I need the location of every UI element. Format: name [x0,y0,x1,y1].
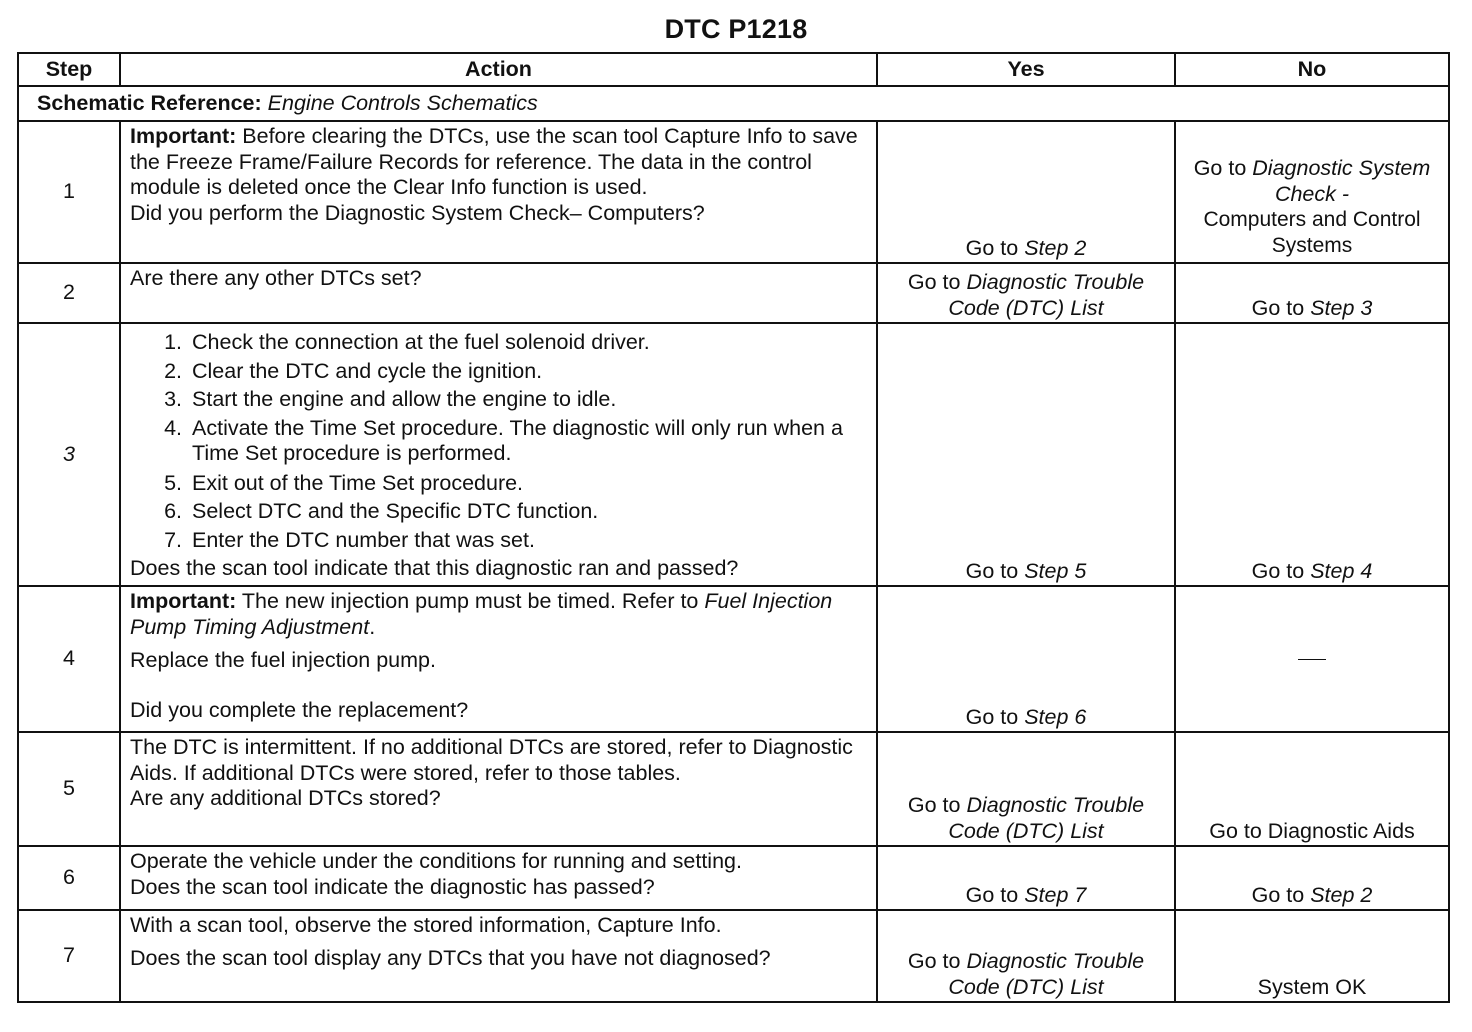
go-to-text: Go to [965,882,1019,907]
important-text: The new injection pump must be timed. Refer to [241,589,699,613]
yes-target-link[interactable]: Diagnostic Trouble Code (DTC) List [948,793,1145,843]
no-target-link[interactable]: Step 3 [1310,295,1373,320]
table-row [18,263,1449,323]
no-cell [1175,121,1449,263]
go-to-text: Go to [1251,558,1305,583]
go-to-text: Go to [907,793,961,817]
procedure-list [130,328,867,554]
go-to-text: Go to [907,270,961,294]
spacer [130,674,867,698]
important-note [130,124,858,199]
yes-cell [877,910,1175,1002]
question-text: Did you perform the Diagnostic System Check– Computers? [130,200,705,225]
table-row [18,586,1449,732]
step-number: 2 [18,263,120,323]
important-reference: Fuel Injection Pump Timing Adjustment [130,589,833,639]
list-item: 1. Check the connection at the fuel solenoid driver. [188,328,867,357]
action-text: With a scan tool, observe the stored information, Capture Info. [130,913,722,937]
table-row [18,910,1449,1002]
step-number: 4 [18,586,120,732]
yes-target-link[interactable]: Step 6 [1024,704,1087,729]
action-cell [120,586,877,732]
action-cell [120,323,877,586]
important-label: Important: [130,124,237,148]
yes-cell [877,121,1175,263]
action-text: Operate the vehicle under the conditions for running and setting. [130,849,742,873]
schematic-label: Schematic Reference: [37,90,262,115]
table-row [18,846,1449,910]
no-target-rest: Computers and Control Systems [1203,208,1421,257]
step-number: 5 [18,732,120,846]
schematic-reference [18,86,1449,121]
step-number: 6 [18,846,120,910]
question-text: Does the scan tool indicate the diagnostic has passed? [130,874,655,899]
yes-target-link[interactable]: Step 7 [1024,882,1087,907]
header-step: Step [18,53,120,86]
no-target-link[interactable]: Diagnostic System Check - [1252,156,1431,206]
list-item: 2. Clear the DTC and cycle the ignition. [188,357,867,386]
list-item: 4. Activate the Time Set procedure. The diagnostic will only run when a Time Set procedure is performed. [188,414,867,469]
table-row [18,323,1449,586]
go-to-text: Go to [1193,156,1247,180]
no-cell [1175,586,1449,732]
question-text: Does the scan tool indicate that this diagnostic ran and passed? [130,556,739,580]
yes-cell [877,323,1175,586]
yes-target-link[interactable]: Diagnostic Trouble Code (DTC) List [948,949,1145,999]
step-number: 1 [18,121,120,263]
question-text: Did you complete the replacement? [130,697,469,722]
yes-cell [877,263,1175,323]
header-no: No [1175,53,1449,86]
action-text: The DTC is intermittent. If no additional DTCs are stored, refer to Diagnostic Aids. If additional DTCs were stored, refer to those tables. [130,735,853,785]
page-title: DTC P1218 [664,14,808,44]
action-text: Replace the fuel injection pump. [130,648,436,672]
action-cell [120,263,877,323]
no-target-link[interactable]: System OK [1257,974,1367,999]
header-row [18,53,1449,86]
no-cell [1175,323,1449,586]
question-text: Are any additional DTCs stored? [130,786,441,810]
no-cell [1175,732,1449,846]
step-number: 3 [18,323,120,586]
list-item: 5. Exit out of the Time Set procedure. [188,469,867,498]
important-note: Important: The new injection pump must be timed. Refer to Fuel Injection Pump Timing Adjustment. [130,589,833,639]
step-number: 7 [18,910,120,1002]
header-yes: Yes [877,53,1175,86]
yes-cell [877,732,1175,846]
schematic-row [18,86,1449,121]
table-row [18,732,1449,846]
no-cell [1175,910,1449,1002]
go-to-text: Go to [907,949,961,973]
no-target-link[interactable]: Go to Diagnostic Aids [1209,818,1415,843]
diagnostic-table [17,52,1450,1003]
yes-target-link[interactable]: Step 2 [1024,235,1087,260]
no-target-link[interactable]: Step 4 [1310,558,1373,583]
question-text: Are there any other DTCs set? [130,266,422,290]
schematic-value: Engine Controls Schematics [267,90,538,115]
action-cell [120,121,877,263]
header-action: Action [120,53,877,86]
empty-dash [1298,659,1326,660]
go-to-text: Go to [1251,295,1305,320]
go-to-text: Go to [965,235,1019,260]
yes-target-link[interactable]: Step 5 [1024,558,1087,583]
no-cell [1175,263,1449,323]
go-to-text: Go to [965,558,1019,583]
action-cell [120,910,877,1002]
table-row [18,121,1449,263]
no-cell [1175,846,1449,910]
question-text: Does the scan tool display any DTCs that you have not diagnosed? [130,945,771,970]
important-label: Important: [130,589,237,613]
action-cell [120,732,877,846]
go-to-text: Go to [965,704,1019,729]
yes-cell [877,846,1175,910]
list-item: 6. Select DTC and the Specific DTC function. [188,497,867,526]
list-item: 7. Enter the DTC number that was set. [188,526,867,555]
go-to-text: Go to [1251,882,1305,907]
no-target-link[interactable]: Step 2 [1310,882,1373,907]
action-cell [120,846,877,910]
yes-target-link[interactable]: Diagnostic Trouble Code (DTC) List [948,270,1145,320]
yes-cell [877,586,1175,732]
important-text: Before clearing the DTCs, use the scan tool Capture Info to save the Freeze Frame/Failure Records for reference. The data in the control module is deleted once the Clear Info function is used. [130,124,858,199]
list-item: 3. Start the engine and allow the engine to idle. [188,385,867,414]
